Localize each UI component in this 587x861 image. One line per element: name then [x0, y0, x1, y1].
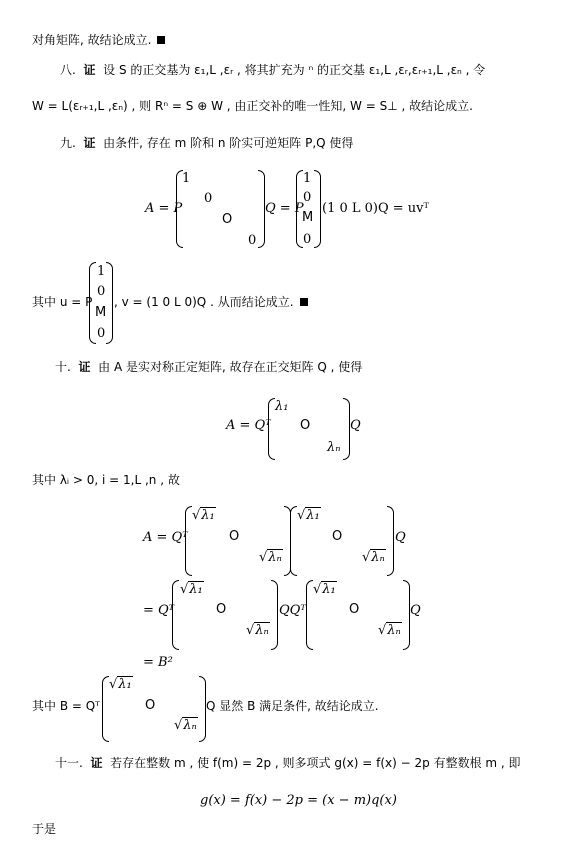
text-last-line: 于是 [32, 822, 57, 836]
right-paren [387, 506, 394, 576]
left-paren [290, 506, 297, 576]
end-proof-icon [157, 36, 165, 44]
text-line-1: 对角矩阵, 故结论成立. [32, 34, 165, 46]
end-proof-icon [300, 298, 308, 306]
right-paren [343, 398, 350, 460]
right-paren [258, 170, 265, 248]
left-paren [296, 170, 303, 248]
right-paren [199, 676, 206, 742]
left-paren [185, 506, 192, 576]
section-10-intro: 十. 证 由 A 是实对称正定矩阵, 故存在正交矩阵 Q , 使得 [55, 360, 363, 374]
section-8-line-1: 八. 证 设 S 的正交基为 ε₁,L ,εᵣ , 将其扩充为 ⁿ 的正交基 ε₁,L ,εᵣ,εᵣ₊₁,L ,εₙ , 令 [60, 63, 486, 77]
section-9-intro: 九. 证 由条件, 存在 m 阶和 n 阶实可逆矩阵 P,Q 使得 [60, 136, 354, 150]
left-paren [306, 580, 313, 650]
left-paren [268, 398, 275, 460]
section-11-intro: 十一. 证 若存在整数 m , 使 f(m) = 2p , 则多项式 g(x) = f(x) − 2p 有整数根 m , 即 [55, 756, 521, 770]
left-paren [102, 676, 109, 742]
left-paren [172, 580, 179, 650]
section-8-line-2: W = L(εᵣ₊₁,L ,εₙ) , 则 Rⁿ = S ⊕ W , 由正交补的唯一性知, W = S⊥ , 故结论成立. [32, 99, 473, 113]
right-paren [106, 262, 113, 344]
right-paren [271, 580, 278, 650]
section-11-equation: g(x) = f(x) − 2p = (x − m)q(x) [200, 793, 397, 808]
section-10-where: 其中 λᵢ > 0, i = 1,L ,n , 故 [32, 473, 180, 487]
right-paren [403, 580, 410, 650]
left-paren [89, 262, 96, 344]
right-paren [314, 170, 321, 248]
